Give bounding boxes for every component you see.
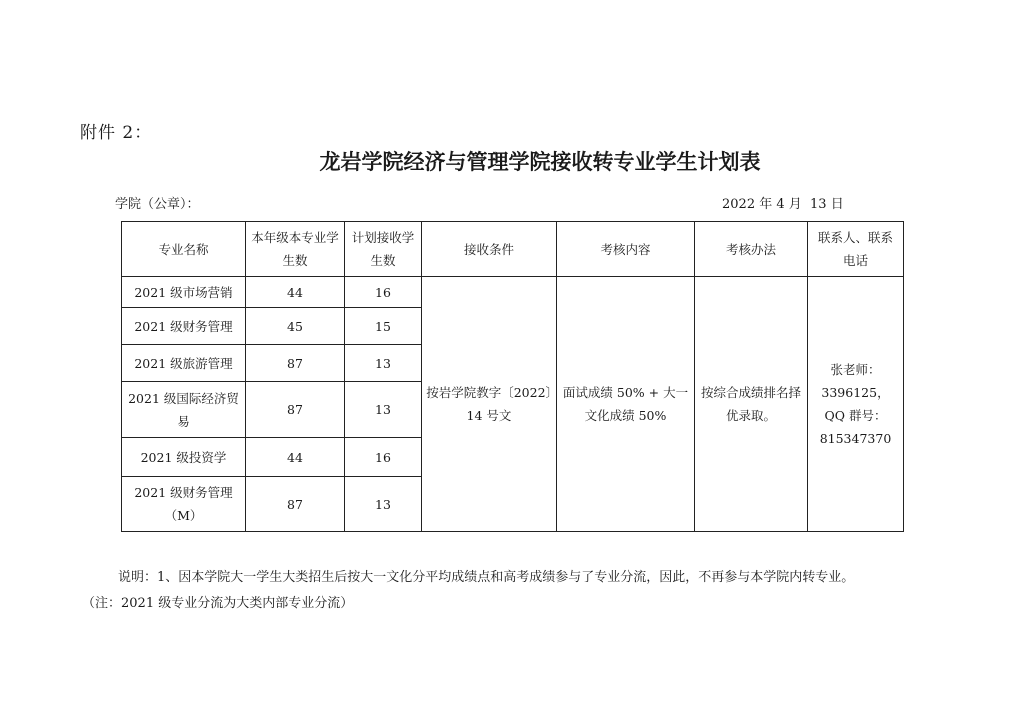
header-students: 本年级本专业学生数 (246, 222, 345, 277)
header-condition: 接收条件 (422, 222, 557, 277)
table-header-row (122, 222, 904, 277)
condition-cell: 按岩学院教字〔2022〕14 号文 (422, 277, 557, 532)
note-explanation: 说明：1、因本学院大一学生大类招生后按大一文化分平均成绩点和高考成绩参与了专业分流，因此，不再参与本学院内转专业。 (118, 570, 855, 585)
header-contact: 联系人、联系电话 (808, 222, 904, 277)
students-cell: 44 (246, 438, 345, 477)
students-cell: 87 (246, 345, 345, 382)
plan-cell: 16 (345, 277, 422, 308)
method-cell: 按综合成绩排名择优录取。 (695, 277, 808, 532)
students-cell: 87 (246, 477, 345, 532)
students-cell: 87 (246, 382, 345, 438)
table-row (122, 277, 904, 308)
attachment-label: 附件 2： (80, 123, 153, 143)
students-cell: 45 (246, 308, 345, 345)
college-seal-label: 学院（公章）： (115, 197, 200, 212)
plan-cell: 13 (345, 382, 422, 438)
content-cell: 面试成绩 50% + 大一文化成绩 50% (557, 277, 695, 532)
plan-cell: 16 (345, 438, 422, 477)
major-cell: 2021 级财务管理（M） (122, 477, 246, 532)
contact-cell: 张老师：3396125，QQ 群号：815347370 (808, 277, 904, 532)
students-cell: 44 (246, 277, 345, 308)
plan-cell: 13 (345, 345, 422, 382)
major-cell: 2021 级旅游管理 (122, 345, 246, 382)
document-date: 2022 年 4 月 13 日 (722, 197, 844, 212)
major-cell: 2021 级财务管理 (122, 308, 246, 345)
header-method: 考核办法 (695, 222, 808, 277)
plan-cell: 15 (345, 308, 422, 345)
major-cell: 2021 级投资学 (122, 438, 246, 477)
major-cell: 2021 级市场营销 (122, 277, 246, 308)
major-cell: 2021 级国际经济贸易 (122, 382, 246, 438)
plan-cell: 13 (345, 477, 422, 532)
header-content: 考核内容 (557, 222, 695, 277)
page-title: 龙岩学院经济与管理学院接收转专业学生计划表 (319, 150, 761, 174)
transfer-plan-table (121, 221, 904, 532)
note-remark: （注：2021 级专业分流为大类内部专业分流） (82, 596, 354, 611)
header-plan: 计划接收学生数 (345, 222, 422, 277)
header-major: 专业名称 (122, 222, 246, 277)
